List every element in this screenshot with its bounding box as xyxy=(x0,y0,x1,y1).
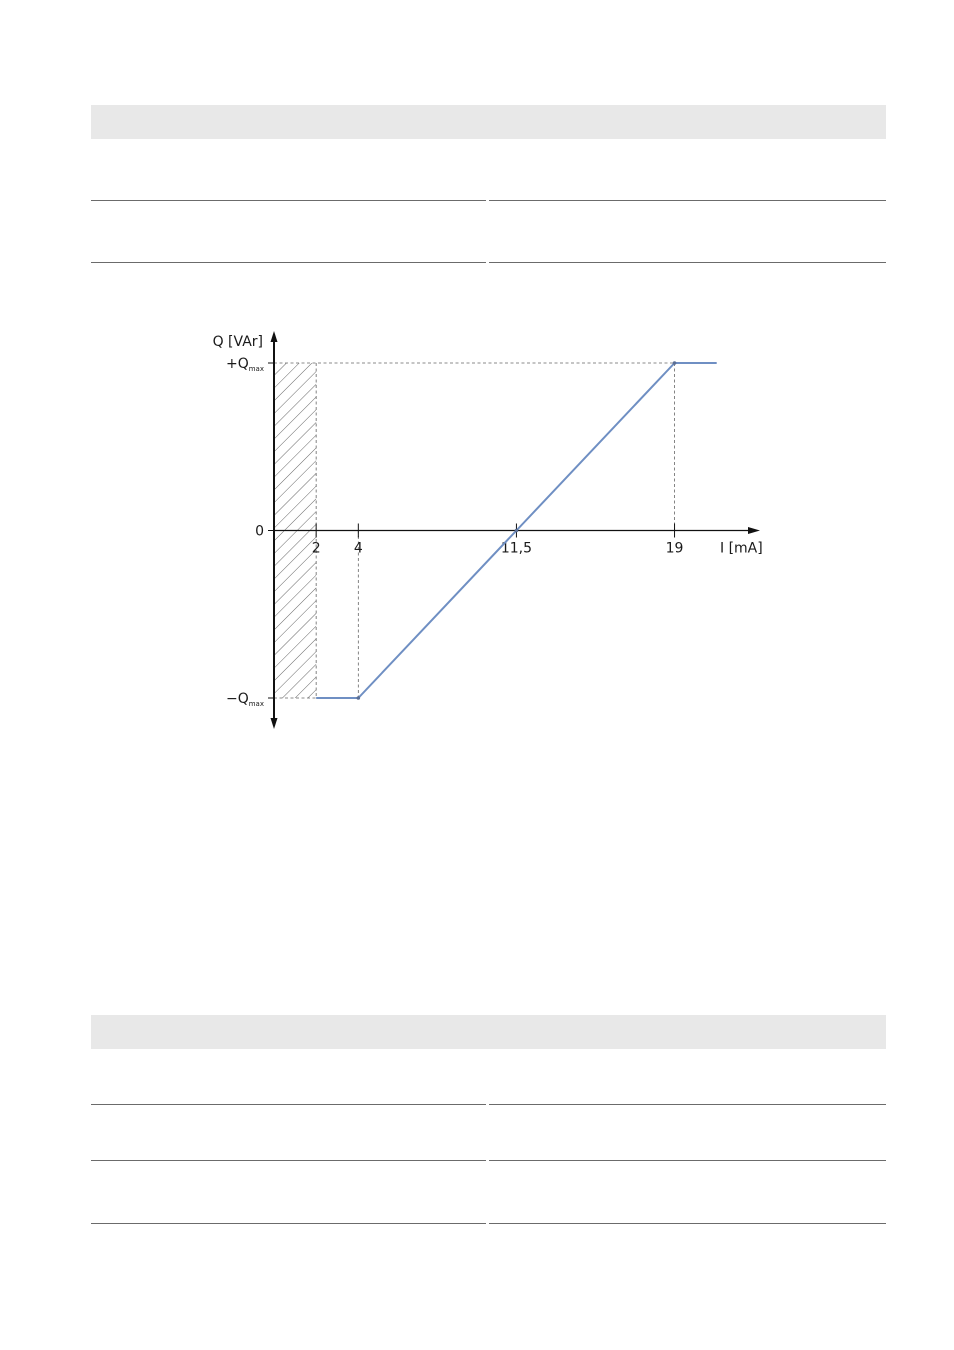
table-cell xyxy=(91,1105,486,1160)
y-tick-label: $-Q_{max}$ xyxy=(225,691,264,708)
table-row xyxy=(91,1161,886,1224)
y-axis-label: Q [VAr] xyxy=(212,334,263,350)
table-bottom xyxy=(91,1015,886,1224)
table-row xyxy=(91,1049,886,1105)
x-axis-label: I [mA] xyxy=(720,540,763,557)
table-cell xyxy=(489,1161,886,1223)
x-tick-label: 2 xyxy=(311,540,321,557)
y-tick-label: 0 xyxy=(255,523,264,540)
x-tick-label: 4 xyxy=(353,540,363,557)
x-tick-label: 11,5 xyxy=(500,540,533,557)
table-cell xyxy=(91,1049,486,1104)
x-axis-arrow xyxy=(748,527,760,534)
y-tick-label: $+Q_{max}$ xyxy=(225,356,264,373)
y-axis-arrow-down xyxy=(271,718,278,729)
y-axis-arrow-up xyxy=(271,331,278,342)
data-point xyxy=(515,529,519,533)
table-cell xyxy=(489,1049,886,1104)
data-point xyxy=(673,361,677,365)
table-cell xyxy=(91,1161,486,1223)
table-cell xyxy=(489,1105,886,1160)
data-point xyxy=(357,696,361,700)
table-row xyxy=(91,1105,886,1161)
x-tick-label: 19 xyxy=(665,540,684,557)
table-header xyxy=(91,1015,886,1049)
